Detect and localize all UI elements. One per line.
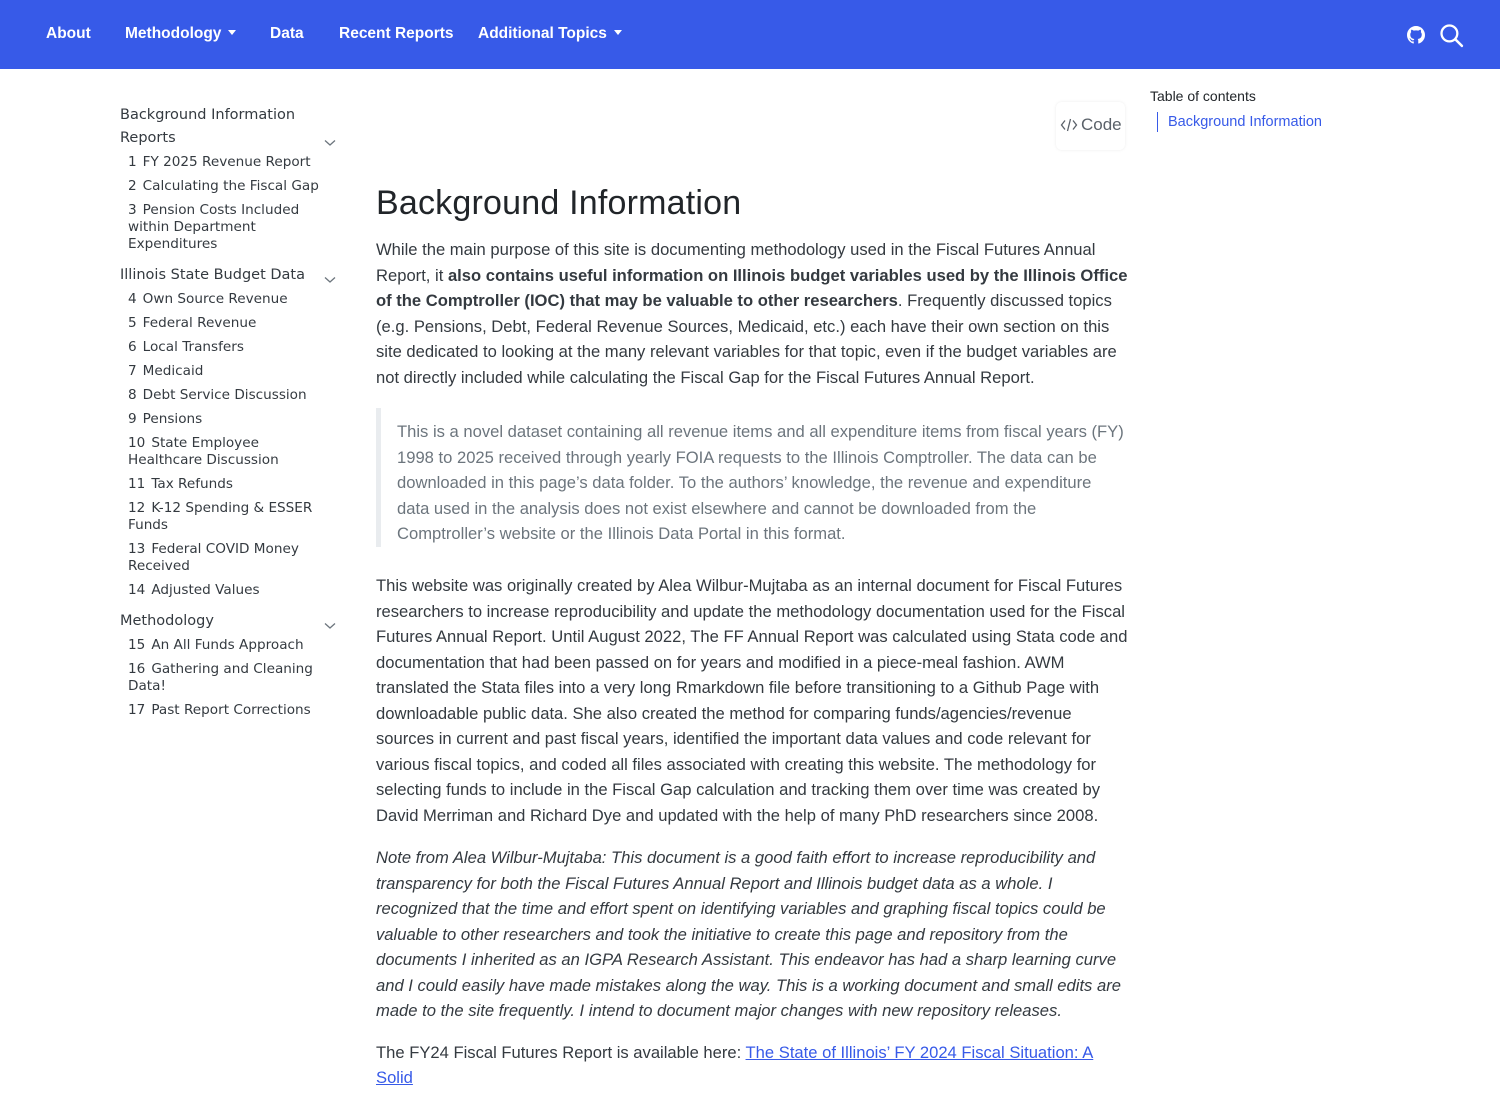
author-note: Note from Alea Wilbur-Mujtaba: This document is a good faith effort to increase reproducibility and transparency for both the Fiscal Futures Annual Report and Illinois budget data as a whole. I recognized that the time and effort spent on identifying variables and graphing fiscal topics could be valuable to other researchers and took the initiative to create this page and repository from the documents I inherited as an IGPA Research Assistant. This endeavor has had a sharp learning curve and I could easily have made mistakes along the way. This is a working document and small edits are made to the site frequently. I intend to document major changes with new repository releases. <box>376 848 1121 1020</box>
code-button-label: Code <box>1081 115 1122 134</box>
sidebar-item-background-information[interactable] <box>120 104 340 127</box>
sidebar-item-number: 10 <box>128 434 146 451</box>
sidebar-item-own-source-revenue[interactable] <box>120 287 340 311</box>
sidebar-item-pension-costs[interactable] <box>120 198 340 256</box>
intro-bold-text: also contains useful information on Illinois budget variables used by the Illinois Office of the Comptroller (IOC) that may be valuable to other researchers <box>376 265 1128 310</box>
code-button[interactable] <box>1056 102 1125 150</box>
sidebar-item-label: Calculating the Fiscal Gap <box>142 177 319 194</box>
intro-text: While the main purpose of this site is documenting methodology used in the Fiscal Futures Annual Report, it <box>376 240 1096 285</box>
sidebar-item-number: 9 <box>128 410 137 427</box>
fy24-report-link[interactable]: The State of Illinois’ FY 2024 Fiscal Situation: A Solid <box>376 1042 1094 1087</box>
nav-data-label: Data <box>270 25 304 42</box>
sidebar-item-number: 15 <box>128 636 146 653</box>
caret-down-icon <box>228 30 236 35</box>
nav-recent-reports[interactable] <box>339 25 454 43</box>
nav-data[interactable] <box>270 25 304 43</box>
sidebar-item-gathering-cleaning-data[interactable] <box>120 657 340 698</box>
sidebar-item-number: 14 <box>128 581 146 598</box>
report-link-intro: The FY24 Fiscal Futures Report is available here: <box>376 1042 746 1062</box>
sidebar-item-federal-revenue[interactable] <box>120 311 340 335</box>
github-icon[interactable] <box>1407 26 1425 48</box>
sidebar-item-number: 2 <box>128 177 137 194</box>
sidebar-item-label: Background Information <box>120 107 296 123</box>
nav-methodology-label: Methodology <box>125 25 222 42</box>
sidebar-item-tax-refunds[interactable] <box>120 472 340 496</box>
sidebar-item-debt-service[interactable] <box>120 383 340 407</box>
sidebar-item-label: An All Funds Approach <box>151 636 304 653</box>
sidebar-item-calculating-fiscal-gap[interactable] <box>120 174 340 198</box>
intro-text-end: . Frequently discussed topics (e.g. Pensions, Debt, Federal Revenue Sources, Medicaid, etc.) each have their own section on this site dedicated to looking at the many relevant variables for that topic, even if the budget variables are not directly included while calculating the Fiscal Gap for the Fiscal Futures Annual Report. <box>376 291 1117 387</box>
sidebar-item-number: 1 <box>128 153 137 170</box>
sidebar-item-label: Past Report Corrections <box>151 701 311 718</box>
sidebar-item-medicaid[interactable] <box>120 359 340 383</box>
sidebar-item-federal-covid-money[interactable] <box>120 537 340 578</box>
search-icon[interactable] <box>1439 23 1464 52</box>
history-paragraph: This website was originally created by Alea Wilbur-Mujtaba as an internal document for Fiscal Futures researchers to increase reproducibility and update the methodology documentation used for the Fiscal Futures Annual Report. Until August 2022, The FF Annual Report was calculated using Stata code and documentation that had been passed on for years and modified in a piece-meal fashion. AWM translated the Stata files into a very long Rmarkdown file before transitioning to a Github Page with downloadable public data. She also created the method for comparing funds/agencies/revenue sources in current and past fiscal years, identified the important data values and code relevant for various fiscal topics, and coded all files associated with creating this website. The methodology for selecting funds to include in the Fiscal Gap calculation and tracking them over time was created by David Merriman and Richard Dye and updated with the help of many PhD researchers since 2008. <box>376 576 1128 825</box>
sidebar-item-label: Own Source Revenue <box>142 290 288 307</box>
sidebar-item-number: 11 <box>128 475 146 492</box>
sidebar-item-number: 16 <box>128 660 146 677</box>
toc-item-background-information[interactable]: Background Information <box>1157 112 1470 132</box>
sidebar-item-label: Adjusted Values <box>151 581 260 598</box>
sidebar-item-all-funds-approach[interactable] <box>120 633 340 657</box>
sidebar-section-methodology[interactable] <box>120 610 340 633</box>
caret-down-icon <box>614 30 622 35</box>
sidebar-section-label: Reports <box>120 130 176 146</box>
sidebar-item-adjusted-values[interactable] <box>120 578 340 602</box>
sidebar-item-label: State Employee Healthcare Discussion <box>128 434 279 468</box>
nav-methodology[interactable] <box>125 25 236 43</box>
sidebar-item-label: K-12 Spending & ESSER Funds <box>128 499 313 533</box>
page-title: Background Information <box>376 184 742 222</box>
sidebar-item-k12-spending[interactable] <box>120 496 340 537</box>
sidebar-item-number: 4 <box>128 290 137 307</box>
chevron-down-icon[interactable] <box>324 618 336 635</box>
nav-recent-reports-label: Recent Reports <box>339 25 454 42</box>
nav-additional-topics[interactable] <box>478 25 622 43</box>
code-icon <box>1060 117 1078 138</box>
sidebar-item-state-employee-healthcare[interactable] <box>120 431 340 472</box>
chevron-down-icon[interactable] <box>324 272 336 289</box>
blockquote-text: This is a novel dataset containing all revenue items and all expenditure items from fiscal years (FY) 1998 to 2025 received through yearly FOIA requests to the Illinois Comptroller. The data can be downloaded in this page’s data folder. To the authors’ knowledge, the revenue and expenditure data used in the analysis does not exist elsewhere and cannot be downloaded from the Comptroller’s website or the Illinois Data Portal in this format. <box>397 422 1124 543</box>
sidebar-item-pensions[interactable] <box>120 407 340 431</box>
top-navbar <box>0 0 1500 69</box>
sidebar-item-number: 5 <box>128 314 137 331</box>
sidebar-item-past-report-corrections[interactable] <box>120 698 340 722</box>
sidebar-item-label: Local Transfers <box>142 338 244 355</box>
sidebar-item-number: 7 <box>128 362 137 379</box>
table-of-contents <box>1150 88 1470 132</box>
intro-paragraph <box>376 237 1128 390</box>
blockquote <box>376 408 1128 547</box>
sidebar-item-number: 3 <box>128 201 137 218</box>
sidebar-section-illinois-state-budget-data[interactable] <box>120 264 340 287</box>
nav-about[interactable] <box>46 25 91 43</box>
sidebar-item-number: 12 <box>128 499 146 516</box>
sidebar-item-number: 6 <box>128 338 137 355</box>
nav-additional-topics-label: Additional Topics <box>478 25 607 42</box>
sidebar-item-label: Medicaid <box>142 362 204 379</box>
sidebar-item-label: Federal COVID Money Received <box>128 540 299 574</box>
sidebar-item-label: Tax Refunds <box>151 475 233 492</box>
sidebar-item-label: Pension Costs Included within Department Expenditures <box>128 201 300 252</box>
sidebar-item-number: 8 <box>128 386 137 403</box>
sidebar-item-number: 17 <box>128 701 146 718</box>
sidebar-section-reports[interactable] <box>120 127 340 150</box>
sidebar <box>120 104 340 722</box>
chevron-down-icon[interactable] <box>324 135 336 152</box>
sidebar-item-label: Pensions <box>142 410 203 427</box>
main-content <box>376 184 1128 1091</box>
sidebar-item-label: Debt Service Discussion <box>142 386 307 403</box>
sidebar-item-number: 13 <box>128 540 146 557</box>
sidebar-item-label: FY 2025 Revenue Report <box>142 153 311 170</box>
nav-about-label: About <box>46 25 91 42</box>
sidebar-gap <box>120 256 340 264</box>
sidebar-item-local-transfers[interactable] <box>120 335 340 359</box>
toc-title: Table of contents <box>1150 88 1256 104</box>
report-link-paragraph <box>376 1040 1128 1091</box>
sidebar-item-label: Gathering and Cleaning Data! <box>128 660 313 694</box>
sidebar-section-label: Methodology <box>120 613 214 629</box>
sidebar-section-label: Illinois State Budget Data <box>120 267 305 283</box>
sidebar-item-label: Federal Revenue <box>142 314 257 331</box>
sidebar-item-fy2025-revenue-report[interactable] <box>120 150 340 174</box>
sidebar-gap <box>120 602 340 610</box>
